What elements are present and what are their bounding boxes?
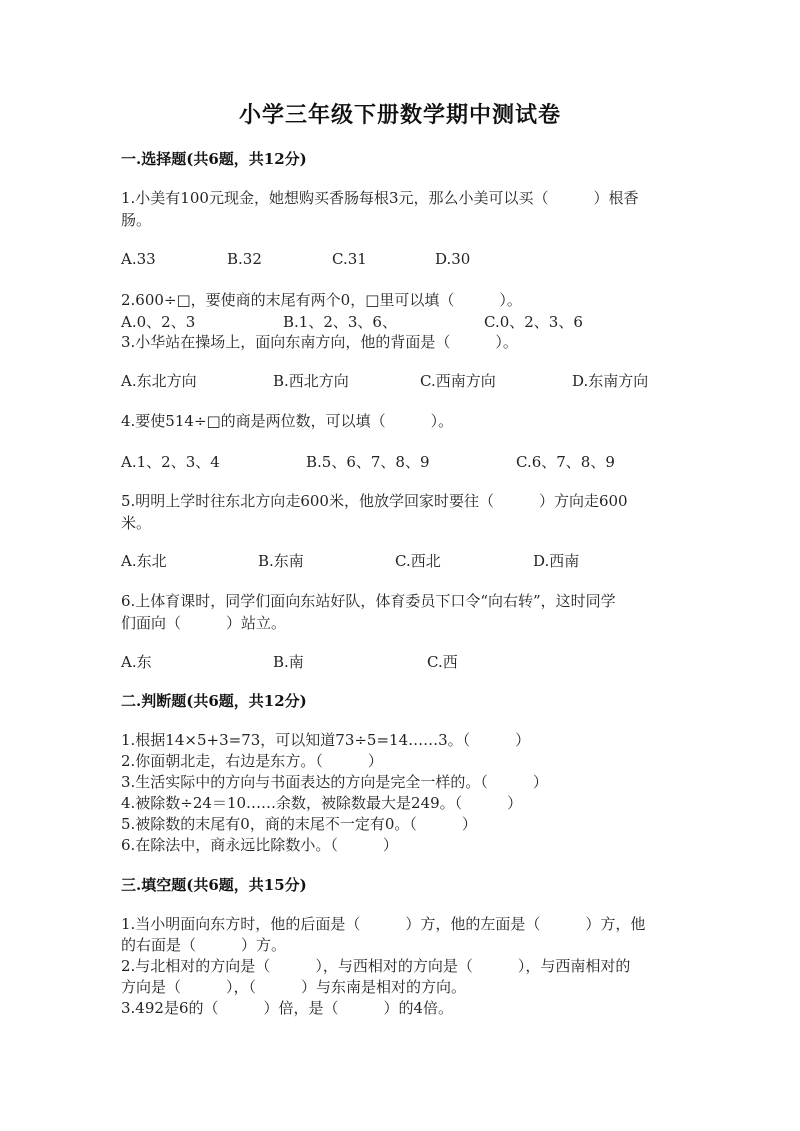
question-1-text-cont: 肠。 (121, 211, 152, 229)
question-2-option-c: C.0、2、3、6 (484, 313, 583, 331)
question-6-option-c: C.西 (427, 653, 458, 671)
question-1-option-d: D.30 (435, 250, 471, 268)
fill-line-2: 的右面是（ ）方。 (121, 936, 287, 954)
fill-line-4: 方向是（ ），（ ）与东南是相对的方向。 (121, 978, 467, 996)
question-6-text-cont: 们面向（ ）站立。 (121, 614, 287, 632)
question-6-option-a: A.东 (121, 653, 152, 671)
section-heading-true-false: 二.判断题(共6题，共12分) (121, 692, 307, 710)
question-3-option-c: C.西南方向 (420, 372, 496, 390)
fill-line-5: 3.492是6的（ ）倍，是（ ）的4倍。 (121, 999, 454, 1017)
judge-item-1: 1.根据14×5+3=73，可以知道73÷5=14……3。（ ） (121, 731, 531, 749)
question-6-text: 6.上体育课时，同学们面向东站好队，体育委员下口令“向右转”，这时同学 (121, 592, 616, 610)
question-5-option-d: D.西南 (533, 552, 580, 570)
question-3-option-d: D.东南方向 (572, 372, 649, 390)
fill-line-1: 1.当小明面向东方时，他的后面是（ ）方，他的左面是（ ）方，他 (121, 915, 646, 933)
question-1-option-a: A.33 (121, 250, 156, 268)
question-2-text: 2.600÷□，要使商的末尾有两个0，□里可以填（ ）。 (121, 291, 522, 309)
judge-item-4: 4.被除数÷24＝10……余数，被除数最大是249。（ ） (121, 794, 523, 812)
page-title: 小学三年级下册数学期中测试卷 (238, 102, 561, 128)
fill-line-3: 2.与北相对的方向是（ ），与西相对的方向是（ ），与西南相对的 (121, 957, 631, 975)
question-3-text: 3.小华站在操场上，面向东南方向，他的背面是（ ）。 (121, 333, 518, 351)
judge-item-3: 3.生活实际中的方向与书面表达的方向是完全一样的。（ ） (121, 773, 548, 791)
question-2-option-b: B.1、2、3、6、 (283, 313, 397, 331)
question-4-text: 4.要使514÷□的商是两位数，可以填（ ）。 (121, 412, 454, 430)
question-3-option-a: A.东北方向 (121, 372, 197, 390)
question-2-option-a: A.0、2、3 (121, 313, 196, 331)
question-4-option-c: C.6、7、8、9 (516, 453, 615, 471)
question-6-option-b: B.南 (273, 653, 304, 671)
question-3-option-b: B.西北方向 (273, 372, 349, 390)
judge-item-6: 6.在除法中，商永远比除数小。（ ） (121, 836, 398, 854)
section-heading-fill-blank: 三.填空题(共6题，共15分) (121, 876, 307, 894)
question-5-text-cont: 米。 (121, 514, 152, 532)
judge-item-2: 2.你面朝北走，右边是东方。（ ） (121, 752, 383, 770)
question-5-option-b: B.东南 (258, 552, 304, 570)
question-4-option-b: B.5、6、7、8、9 (306, 453, 430, 471)
question-1-text: 1.小美有100元现金，她想购买香肠每根3元，那么小美可以买（ ）根香 (121, 189, 639, 207)
judge-item-5: 5.被除数的末尾有0，商的末尾不一定有0。（ ） (121, 815, 477, 833)
question-4-option-a: A.1、2、3、4 (121, 453, 220, 471)
section-heading-choice: 一.选择题(共6题，共12分) (121, 150, 307, 168)
question-5-text: 5.明明上学时往东北方向走600米，他放学回家时要往（ ）方向走600 (121, 492, 628, 510)
question-1-option-b: B.32 (227, 250, 262, 268)
question-1-option-c: C.31 (332, 250, 367, 268)
question-5-option-c: C.西北 (395, 552, 441, 570)
question-5-option-a: A.东北 (121, 552, 167, 570)
